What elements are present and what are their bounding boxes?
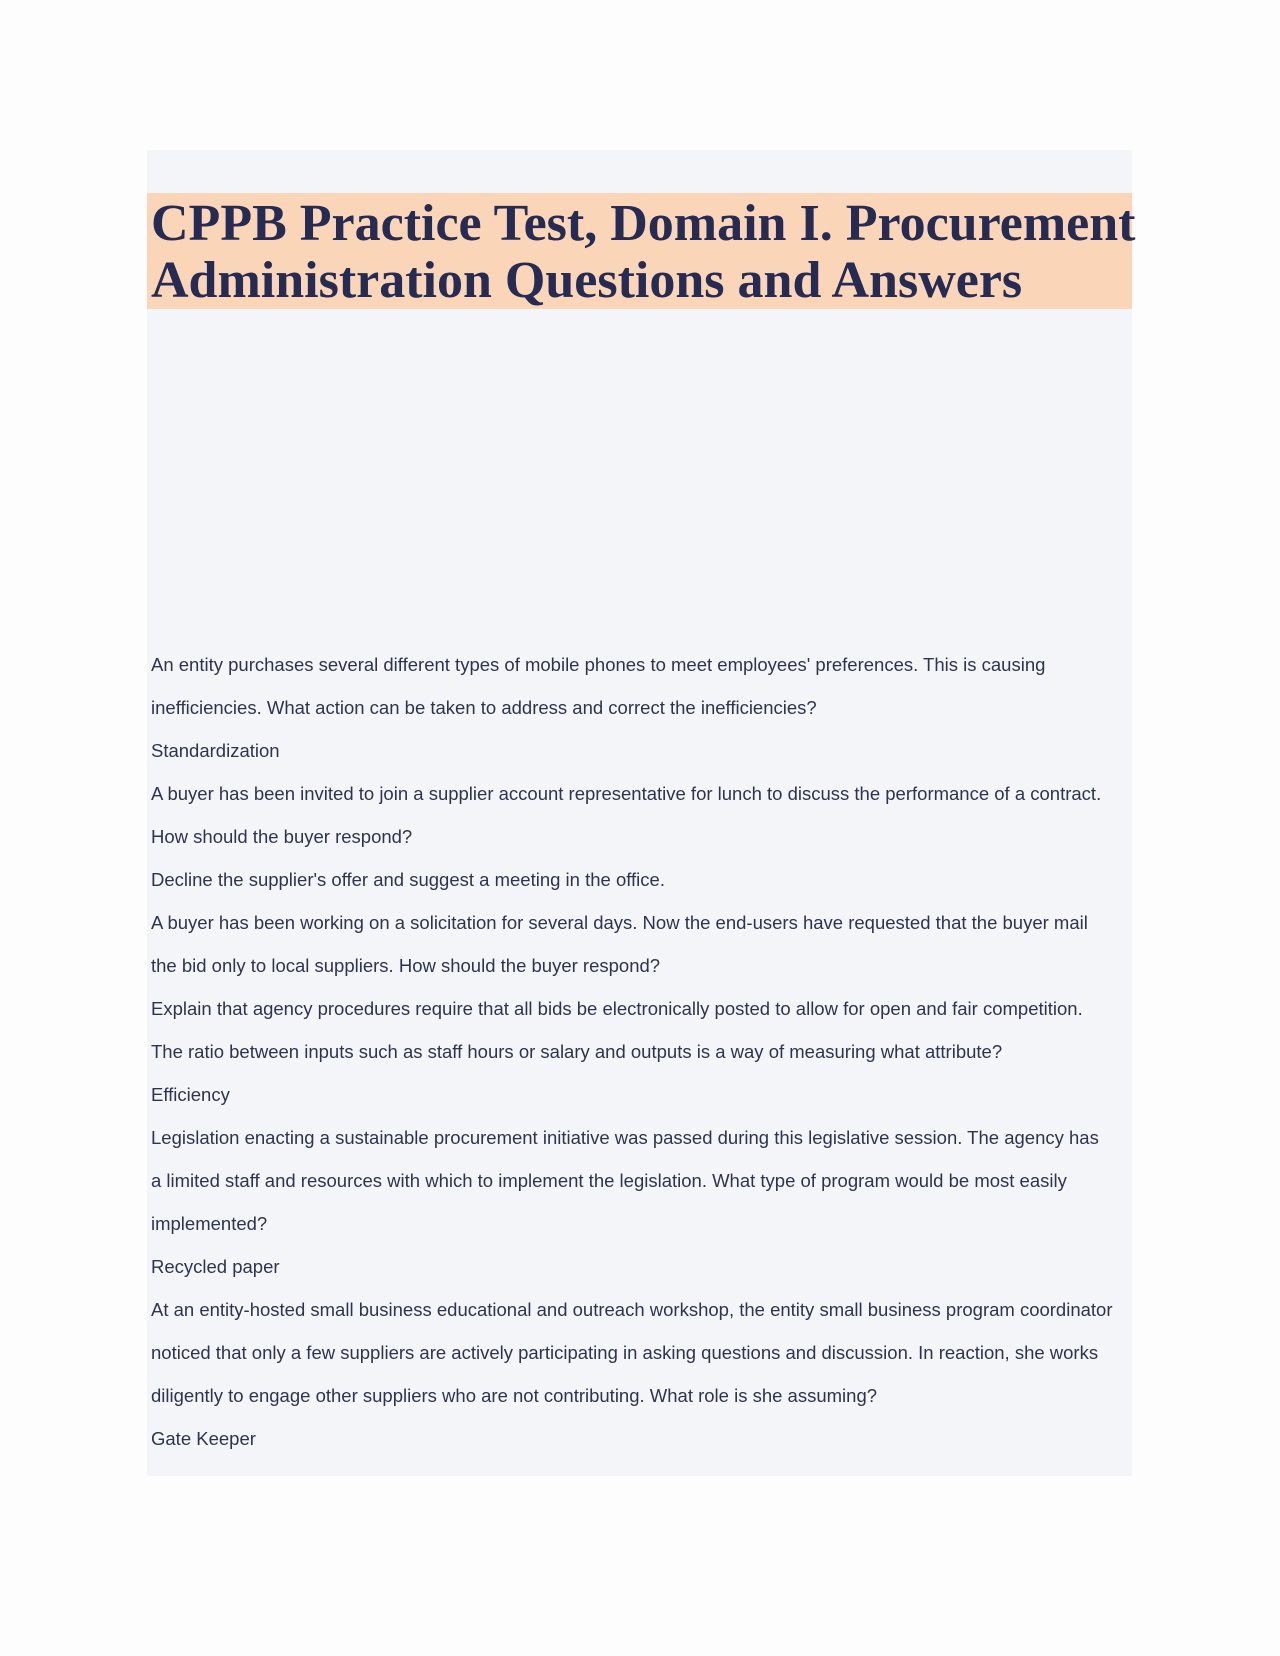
- question-3-line-2: the bid only to local suppliers. How should the buyer respond?: [151, 955, 661, 976]
- question-1-line-1: An entity purchases several different types of mobile phones to meet employees' preferences. This is causing: [151, 654, 1046, 675]
- question-6-line-1: At an entity-hosted small business educational and outreach workshop, the entity small business program coordinator: [151, 1299, 1113, 1320]
- page-title-line-2: Administration Questions and Answers: [151, 252, 1023, 309]
- answer-3: Explain that agency procedures require that all bids be electronically posted to allow for open and fair competition.: [151, 998, 1083, 1019]
- question-1-line-2: inefficiencies. What action can be taken to address and correct the inefficiencies?: [151, 697, 817, 718]
- answer-6: Gate Keeper: [151, 1428, 256, 1449]
- question-5-line-2: a limited staff and resources with which to implement the legislation. What type of program would be most easily: [151, 1170, 1067, 1191]
- question-6-line-3: diligently to engage other suppliers who are not contributing. What role is she assuming?: [151, 1385, 878, 1406]
- answer-5: Recycled paper: [151, 1256, 280, 1277]
- answer-1: Standardization: [151, 740, 280, 761]
- question-2-line-2: How should the buyer respond?: [151, 826, 413, 847]
- page-title-line-1: CPPB Practice Test, Domain I. Procurement: [151, 195, 1136, 252]
- question-3-line-1: A buyer has been working on a solicitation for several days. Now the end-users have requested that the buyer mail: [151, 912, 1088, 933]
- question-5-line-3: implemented?: [151, 1213, 268, 1234]
- answer-2: Decline the supplier's offer and suggest a meeting in the office.: [151, 869, 665, 890]
- answer-4: Efficiency: [151, 1084, 230, 1105]
- question-2-line-1: A buyer has been invited to join a supplier account representative for lunch to discuss the performance of a contract.: [151, 783, 1102, 804]
- question-6-line-2: noticed that only a few suppliers are actively participating in asking questions and discussion. In reaction, she works: [151, 1342, 1099, 1363]
- question-4: The ratio between inputs such as staff hours or salary and outputs is a way of measuring what attribute?: [151, 1041, 1003, 1062]
- question-5-line-1: Legislation enacting a sustainable procurement initiative was passed during this legislative session. The agency has: [151, 1127, 1099, 1148]
